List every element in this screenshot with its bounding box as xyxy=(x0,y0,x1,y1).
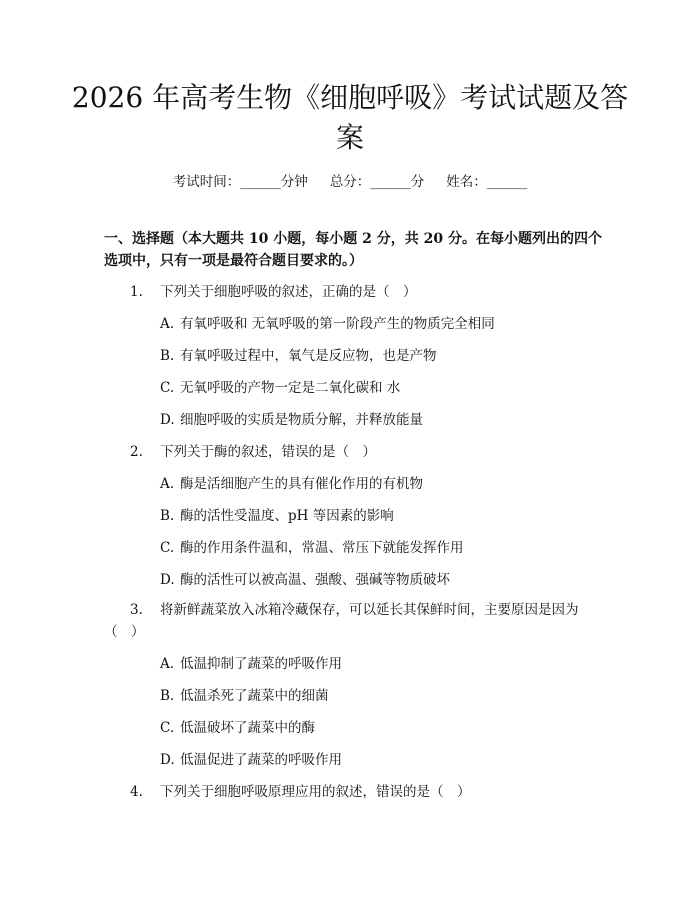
question-stem: 下列关于细胞呼吸的叙述，正确的是（ ） xyxy=(160,284,417,300)
option-3a xyxy=(160,653,342,675)
option-letter: A. xyxy=(160,476,175,492)
option-letter: B. xyxy=(160,688,175,704)
option-1d xyxy=(160,409,423,431)
option-text: 低温抑制了蔬菜的呼吸作用 xyxy=(180,656,342,672)
option-3d xyxy=(160,749,342,771)
exam-time-field: 考试时间：______分钟 xyxy=(172,174,308,190)
option-letter: D. xyxy=(160,412,175,428)
question-number: 4. xyxy=(130,784,143,800)
option-letter: C. xyxy=(160,380,175,396)
option-text: 酶的作用条件温和，常温、常压下就能发挥作用 xyxy=(180,540,464,556)
option-1a xyxy=(160,313,495,335)
question-stem: 将新鲜蔬菜放入冰箱冷藏保存，可以延长其保鲜时间，主要原因是因为（ ） xyxy=(104,602,579,640)
option-letter: B. xyxy=(160,508,175,524)
option-letter: A. xyxy=(160,316,175,332)
question-3 xyxy=(104,599,594,643)
option-text: 酶的活性受温度、pH 等因素的影响 xyxy=(180,508,394,524)
option-text: 低温破坏了蔬菜中的酶 xyxy=(180,720,315,736)
option-letter: B. xyxy=(160,348,175,364)
option-3b xyxy=(160,685,329,707)
question-4 xyxy=(104,781,594,803)
option-2d xyxy=(160,569,450,591)
question-2 xyxy=(104,441,594,463)
option-text: 有氧呼吸和 无氧呼吸的第一阶段产生的物质完全相同 xyxy=(180,316,495,332)
page-title: 2026 年高考生物《细胞呼吸》考试试题及答案 xyxy=(71,81,629,154)
option-letter: D. xyxy=(160,572,175,588)
option-1b xyxy=(160,345,437,367)
student-name-field: 姓名：______ xyxy=(446,174,528,190)
question-number: 1. xyxy=(130,284,143,300)
option-text: 无氧呼吸的产物一定是二氧化碳和 水 xyxy=(180,380,401,396)
option-letter: C. xyxy=(160,540,175,556)
section-heading: 一、选择题（本大题共 10 小题，每小题 2 分，共 20 分。在每小题列出的四个选项中，只有一项是最符合题目要求的。） xyxy=(104,231,602,269)
total-score-field: 总分：______分 xyxy=(329,174,425,190)
option-2c xyxy=(160,537,464,559)
option-letter: D. xyxy=(160,752,175,768)
option-letter: C. xyxy=(160,720,175,736)
option-text: 有氧呼吸过程中，氧气是反应物，也是产物 xyxy=(180,348,437,364)
option-text: 低温杀死了蔬菜中的细菌 xyxy=(180,688,329,704)
option-2a xyxy=(160,473,423,495)
question-number: 3. xyxy=(130,602,143,618)
option-text: 细胞呼吸的实质是物质分解，并释放能量 xyxy=(180,412,423,428)
question-number: 2. xyxy=(130,444,143,460)
exam-info-line xyxy=(0,170,700,190)
option-letter: A. xyxy=(160,656,175,672)
option-3c xyxy=(160,717,315,739)
option-1c xyxy=(160,377,400,399)
option-text: 酶是活细胞产生的具有催化作用的有机物 xyxy=(180,476,423,492)
option-text: 低温促进了蔬菜的呼吸作用 xyxy=(180,752,342,768)
question-stem: 下列关于细胞呼吸原理应用的叙述，错误的是（ ） xyxy=(160,784,471,800)
question-1 xyxy=(104,281,594,303)
option-2b xyxy=(160,505,394,527)
question-stem: 下列关于酶的叙述，错误的是（ ） xyxy=(160,444,376,460)
option-text: 酶的活性可以被高温、强酸、强碱等物质破坏 xyxy=(180,572,450,588)
